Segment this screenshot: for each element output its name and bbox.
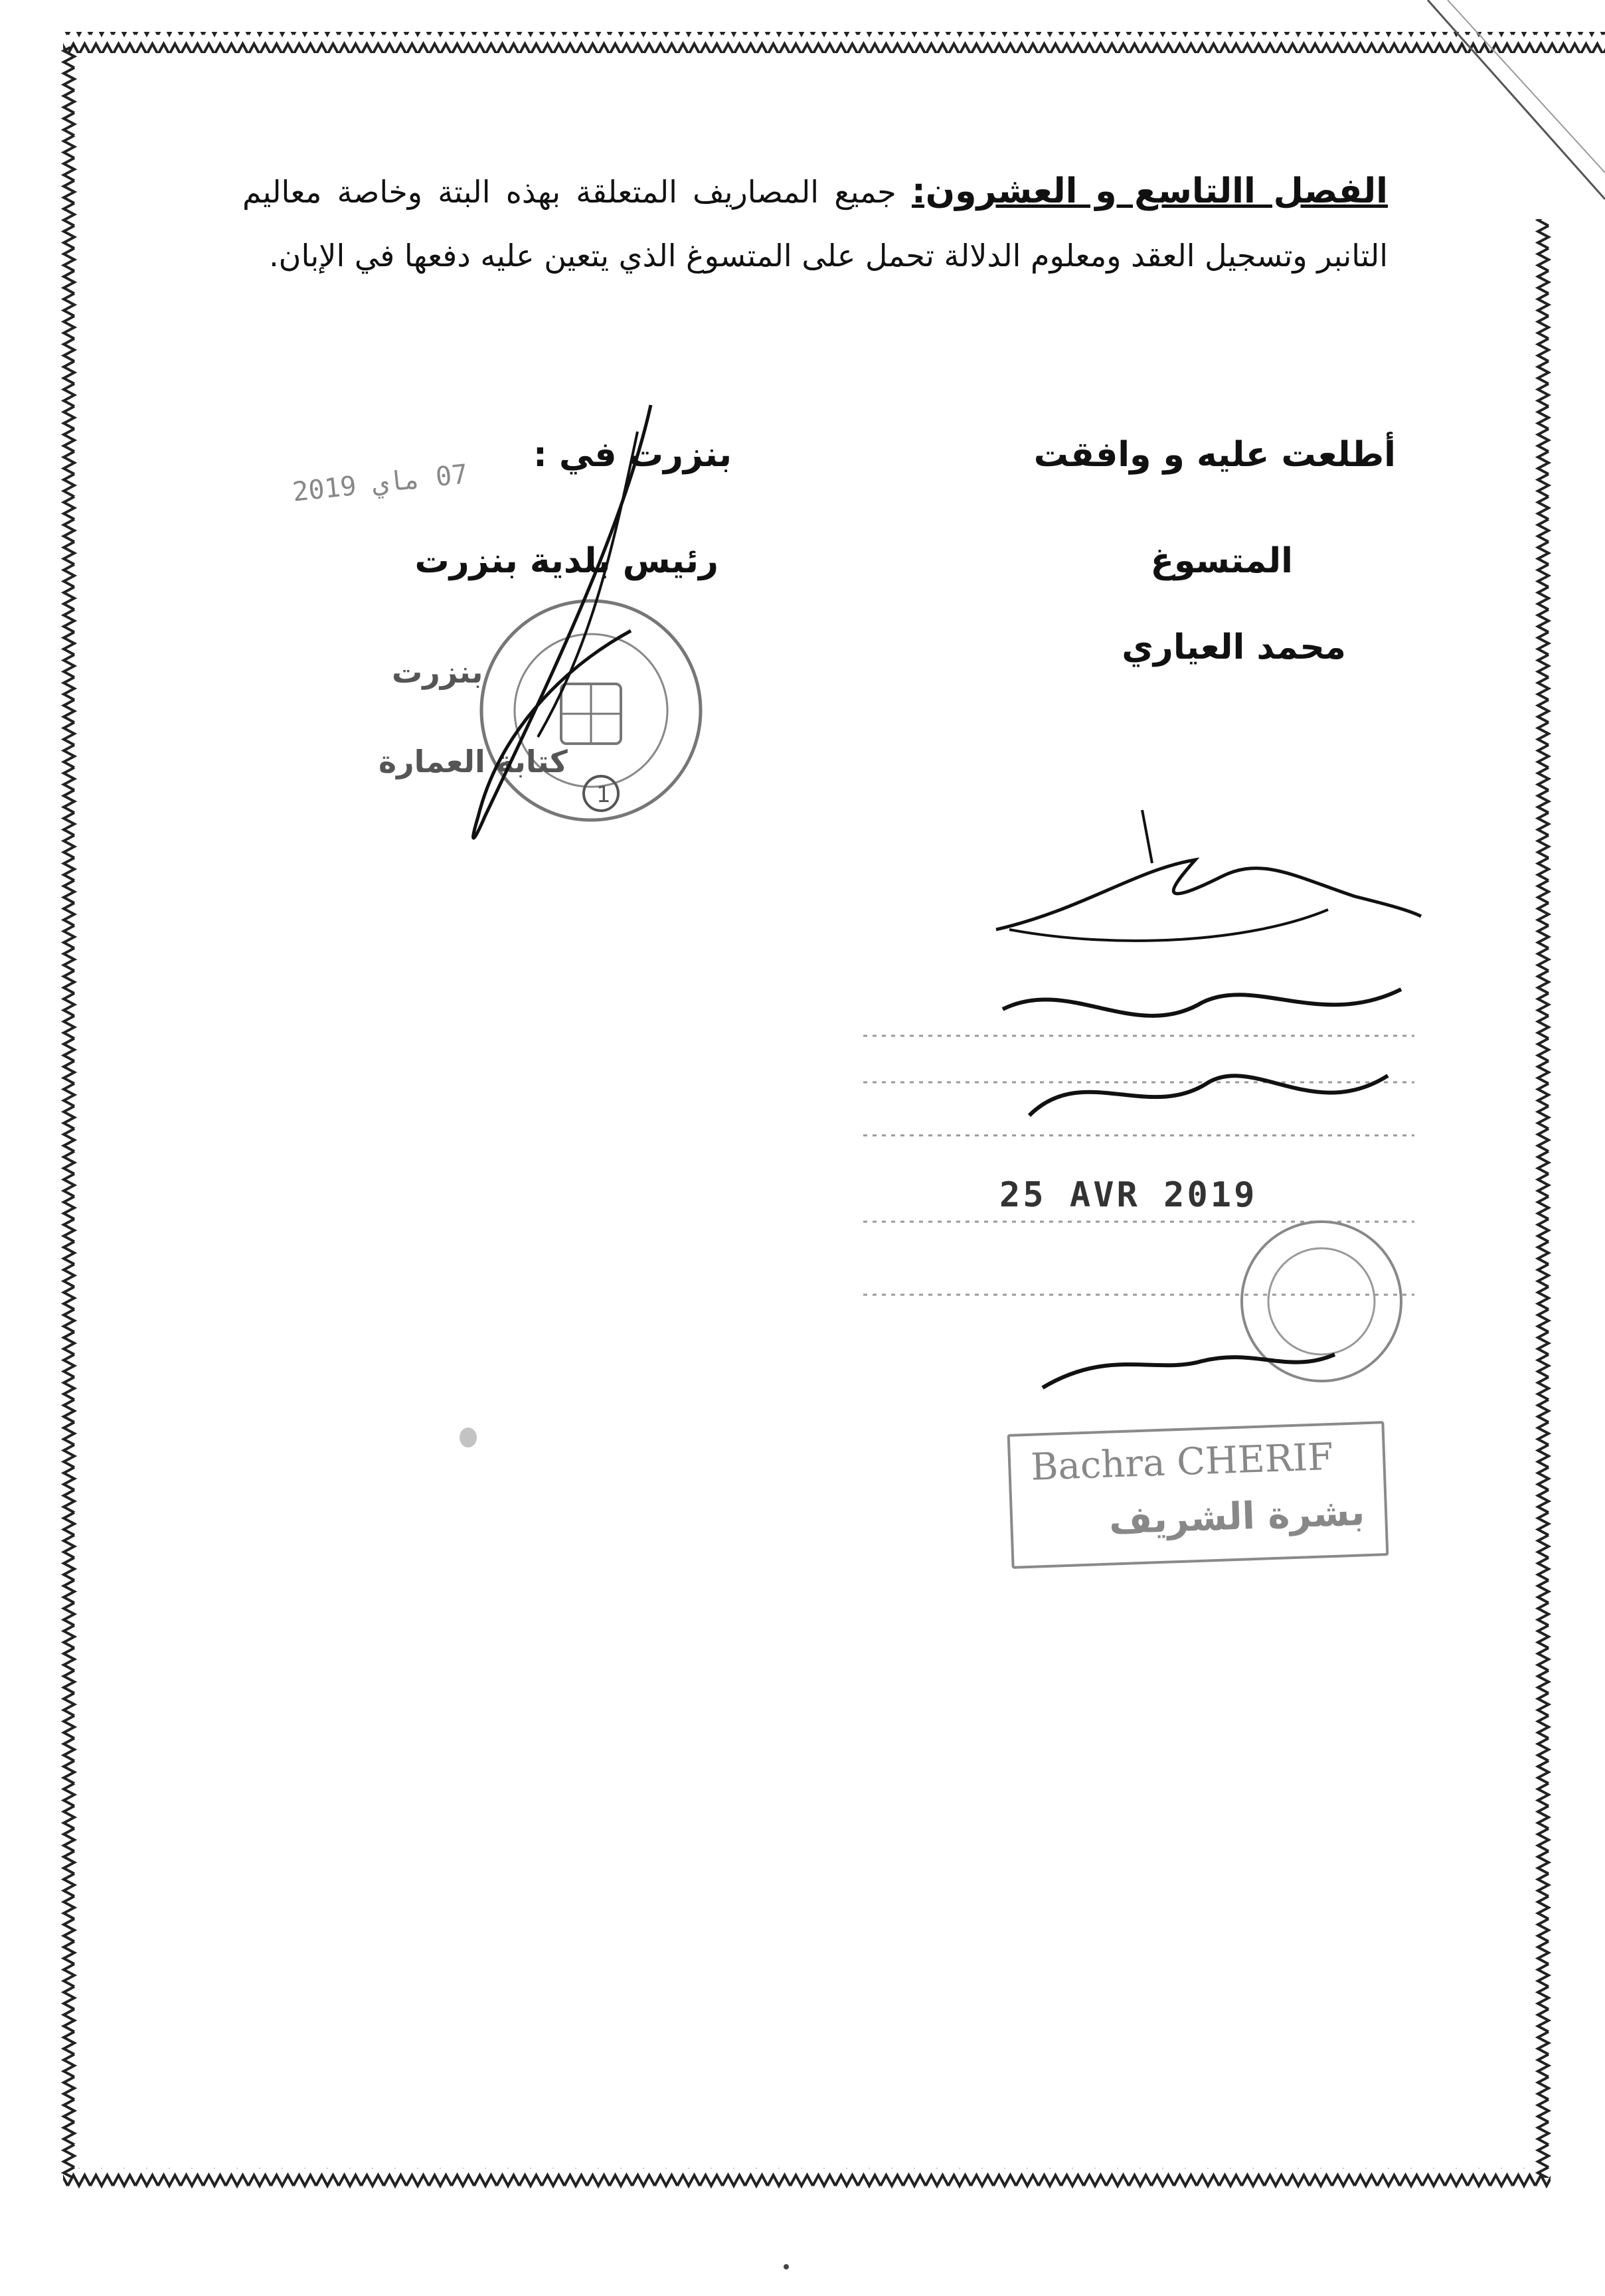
- name-stamp-latin: Bachra CHERIF: [1030, 1435, 1334, 1489]
- president-title: رئيس بلدية بنزرت: [414, 541, 718, 581]
- holder-signature-icon: [983, 797, 1434, 949]
- holder-title: المتسوغ: [1150, 541, 1293, 581]
- article-body: جميع المصاريف المتعلقة بهذه البتة وخاصة معاليم التانبر وتسجيل العقد ومعلوم الدلالة تحمل على المتسوغ الذي يتعين عليه دفعها في الإبان.: [242, 174, 1388, 274]
- ink-smudge: [460, 1428, 477, 1447]
- holder-name: محمد العياري: [1122, 627, 1346, 667]
- article-paragraph: [242, 159, 1388, 287]
- name-stamp-box: [1007, 1421, 1389, 1569]
- seal-city-text: بنزرت: [392, 654, 483, 690]
- svg-text:1: 1: [596, 781, 611, 808]
- place-date-label: بنزرت في :: [533, 435, 732, 475]
- name-stamp-arabic: بشرة الشريف: [1108, 1491, 1366, 1543]
- seal-department-text: كتابة العمارة: [379, 744, 568, 779]
- president-signature-icon: [458, 392, 711, 857]
- received-date-stamp: 07 ماي 2019: [291, 459, 469, 508]
- article-heading: الفصل االتاسع و العشرون:: [911, 171, 1389, 211]
- page-dot: [784, 2264, 789, 2269]
- registration-date-stamp: 25 AVR 2019: [999, 1175, 1258, 1215]
- agreement-label: أطلعت عليه و وافقت: [1033, 435, 1396, 475]
